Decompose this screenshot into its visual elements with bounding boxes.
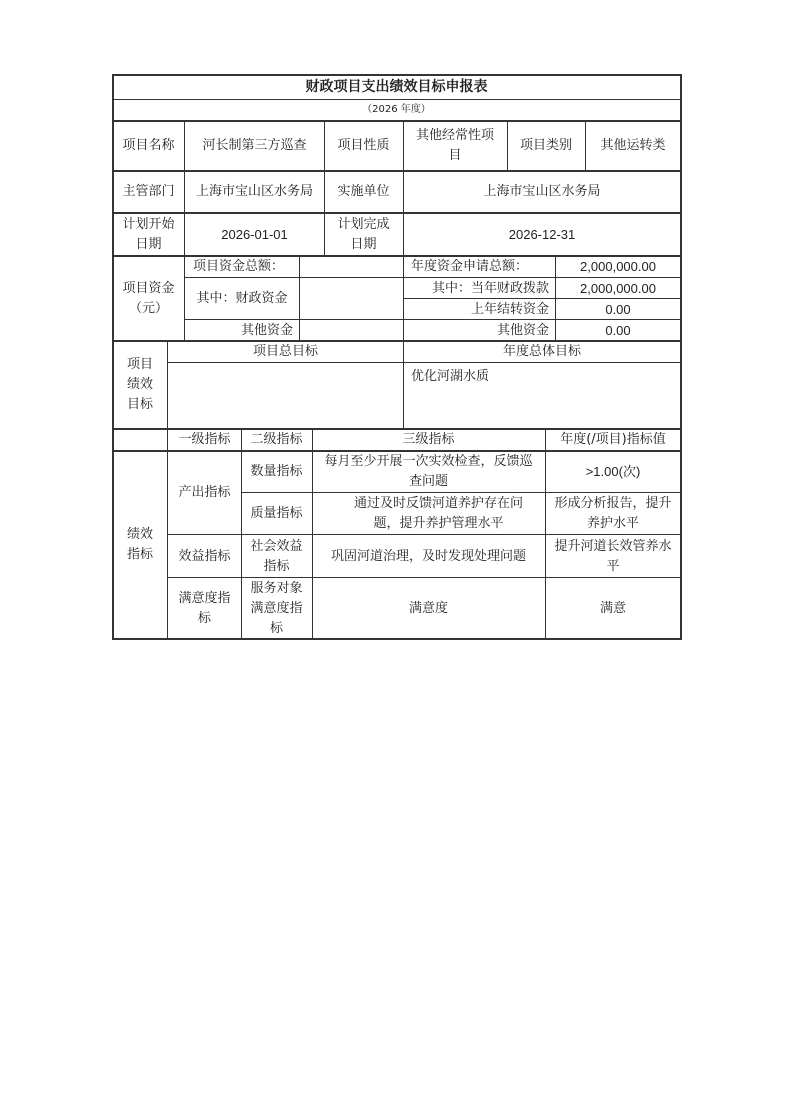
funds-fiscal-value <box>299 278 403 320</box>
level3-satisfaction: 满意度 <box>408 600 448 616</box>
form-title: 财政项目支出绩效目标申报表 <box>305 78 488 95</box>
header-value: 年度(/项目)指标值 <box>560 432 666 447</box>
end-date-value: 2026-12-31 <box>508 226 576 242</box>
project-name-label: 项目名称 <box>122 138 175 153</box>
form-year: （2026 年度） <box>362 104 431 115</box>
funds-label: 项目资金（元） <box>122 280 175 316</box>
level1-satisfaction: 满意度指标 <box>178 590 231 626</box>
project-name-value: 河长制第三方巡查 <box>202 138 307 153</box>
end-date-label: 计划完成日期 <box>337 216 390 252</box>
funds-total-label: 项目资金总额： <box>193 259 285 274</box>
header-level3: 三级指标 <box>402 432 455 447</box>
funds-total-value <box>299 256 403 278</box>
level3-quality: 通过及时反馈河道养护存在问题，提升养护管理水平 <box>353 496 523 531</box>
level3-social: 巩固河道治理，及时发现处理问题 <box>330 548 526 564</box>
level2-social: 社会效益指标 <box>250 538 303 574</box>
level3-quantity: 每月至少开展一次实效检查，反馈巡查问题 <box>324 454 533 489</box>
project-category-label: 项目类别 <box>519 138 572 153</box>
value-satisfaction: 满意 <box>599 600 626 616</box>
project-nature-value: 其他经常性项目 <box>415 128 494 163</box>
dept-label: 主管部门 <box>122 184 175 199</box>
annual-goal-value: 优化河湖水质 <box>411 369 490 384</box>
header-level1: 一级指标 <box>178 432 231 447</box>
funds-fiscal-label: 其中：财政资金 <box>196 291 288 306</box>
project-category-value: 其他运转类 <box>600 138 666 153</box>
indicators-label: 绩效指标 <box>126 527 153 562</box>
level1-output: 产出指标 <box>178 485 231 500</box>
current-fiscal-label: 其中：当年财政拨款 <box>431 280 549 296</box>
value-quantity: >1.00(次) <box>585 464 641 479</box>
level2-satisfaction: 服务对象满意度指标 <box>250 580 303 636</box>
level2-quantity: 数量指标 <box>250 464 303 479</box>
level2-quality: 质量指标 <box>250 506 303 521</box>
impl-unit-label: 实施单位 <box>337 184 390 199</box>
funds-other-label: 其他资金 <box>240 322 293 338</box>
level1-benefit: 效益指标 <box>178 548 231 564</box>
goals-label: 项目绩效目标 <box>126 357 153 412</box>
carryover-value: 0.00 <box>605 301 631 317</box>
total-goal-value <box>168 363 403 429</box>
annual-other-label: 其他资金 <box>496 322 549 338</box>
total-goal-header: 项目总目标 <box>252 344 318 359</box>
annual-total-value: 2,000,000.00 <box>580 259 656 274</box>
value-social: 提升河道长效管养水平 <box>554 538 672 574</box>
current-fiscal-value: 2,000,000.00 <box>580 280 656 296</box>
carryover-label: 上年结转资金 <box>470 301 549 317</box>
annual-goal-header: 年度总体目标 <box>502 344 581 359</box>
dept-value: 上海市宝山区水务局 <box>195 184 313 199</box>
project-nature-label: 项目性质 <box>337 138 390 153</box>
annual-total-label: 年度资金申请总额： <box>411 259 529 274</box>
start-date-label: 计划开始日期 <box>122 216 175 252</box>
impl-unit-value: 上海市宝山区水务局 <box>483 184 601 199</box>
header-level2: 二级指标 <box>250 432 303 447</box>
start-date-value: 2026-01-01 <box>221 226 288 242</box>
funds-other-value <box>299 320 403 341</box>
annual-other-value: 0.00 <box>605 322 631 338</box>
value-quality: 形成分析报告，提升养护水平 <box>554 496 672 531</box>
